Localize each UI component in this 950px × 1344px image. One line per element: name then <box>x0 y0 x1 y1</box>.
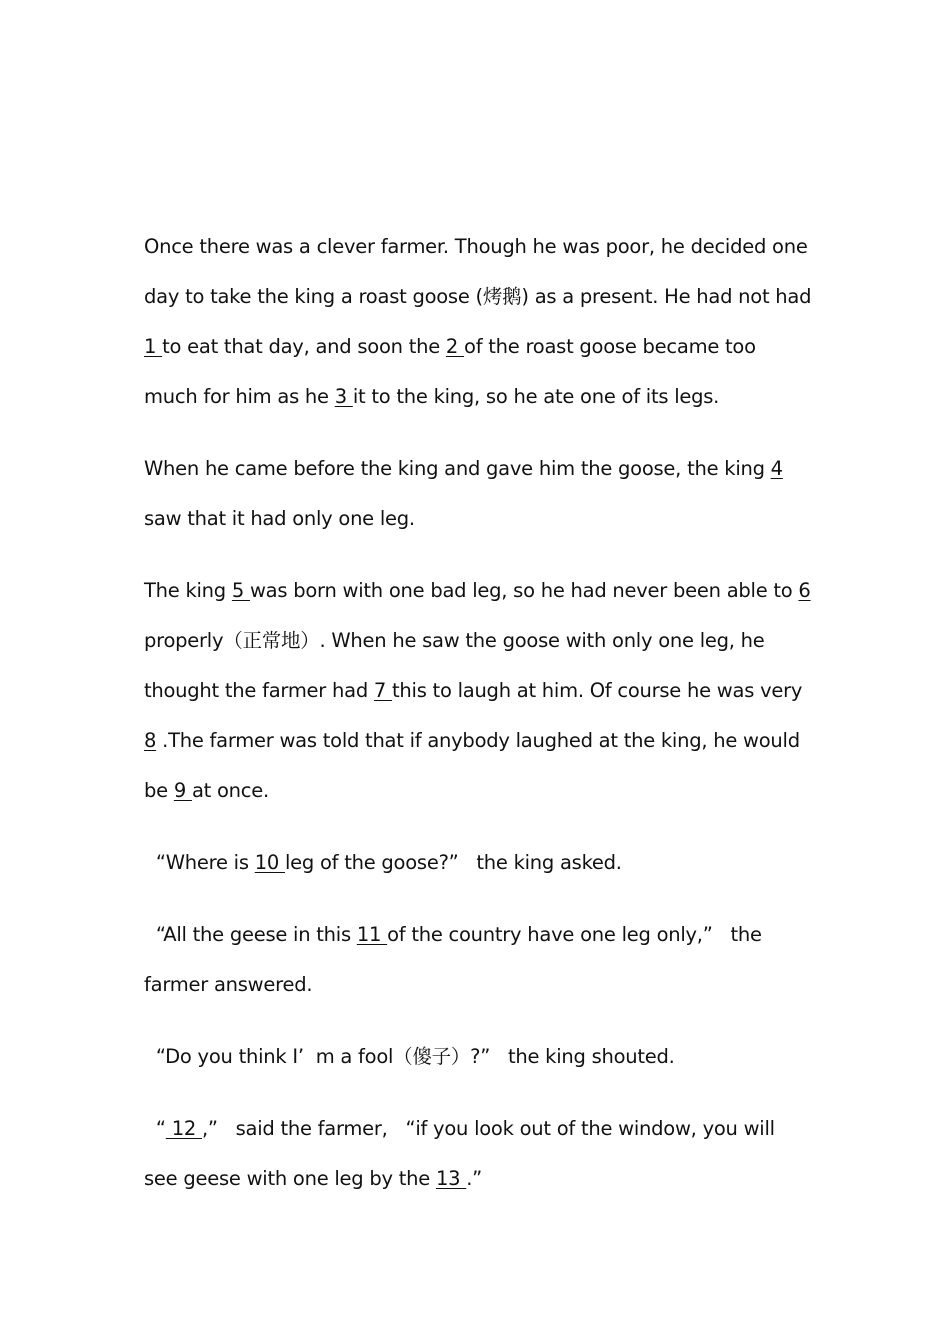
passage <box>144 222 812 1226</box>
paragraph-2: When he came before the king and gave him the goose, the king 4 saw that it had only one leg. <box>144 457 783 530</box>
blank-9: 9 <box>173 779 192 802</box>
blank-2: 2 <box>445 335 465 358</box>
paragraph-3: The king 5 was born with one bad leg, so he had never been able to 6 properly（正常地）. When he saw the goose with only one leg, he thought the farmer had 7 this to laugh at him. Of course he was very 8 .The farmer was told that if anybody laughed at the king, he would be 9 at once. <box>144 579 811 802</box>
blank-3: 3 <box>334 385 353 408</box>
blank-10: 10 <box>254 851 285 874</box>
blank-4: 4 <box>770 457 783 480</box>
paragraph-5: “All the geese in this 11 of the country have one leg only,” the farmer answered. <box>144 923 768 996</box>
paragraph-1: Once there was a clever farmer. Though he was poor, he decided one day to take the king a roast goose (烤鹅) as a present. He had not had 1 to eat that day, and soon the 2 of the roast goose became too much for him as he 3 it to the king, so he ate one of its legs. <box>144 235 812 408</box>
paragraph-4: “Where is 10 leg of the goose?” the king asked. <box>144 851 622 874</box>
blank-11: 11 <box>356 923 388 946</box>
blank-13: 13 <box>435 1167 467 1190</box>
blank-8: 8 <box>144 729 157 752</box>
paragraph-6: “Do you think I’ m a fool（傻子）?” the king shouted. <box>144 1045 675 1068</box>
blank-5: 5 <box>231 579 250 602</box>
paragraph-7: “ 12 ,” said the farmer, “if you look out of the window, you will see geese with one leg by the 13 .” <box>144 1117 781 1190</box>
blank-7: 7 <box>373 679 393 702</box>
blank-1: 1 <box>144 335 163 358</box>
blank-12: 12 <box>165 1117 202 1140</box>
blank-6: 6 <box>798 579 811 602</box>
